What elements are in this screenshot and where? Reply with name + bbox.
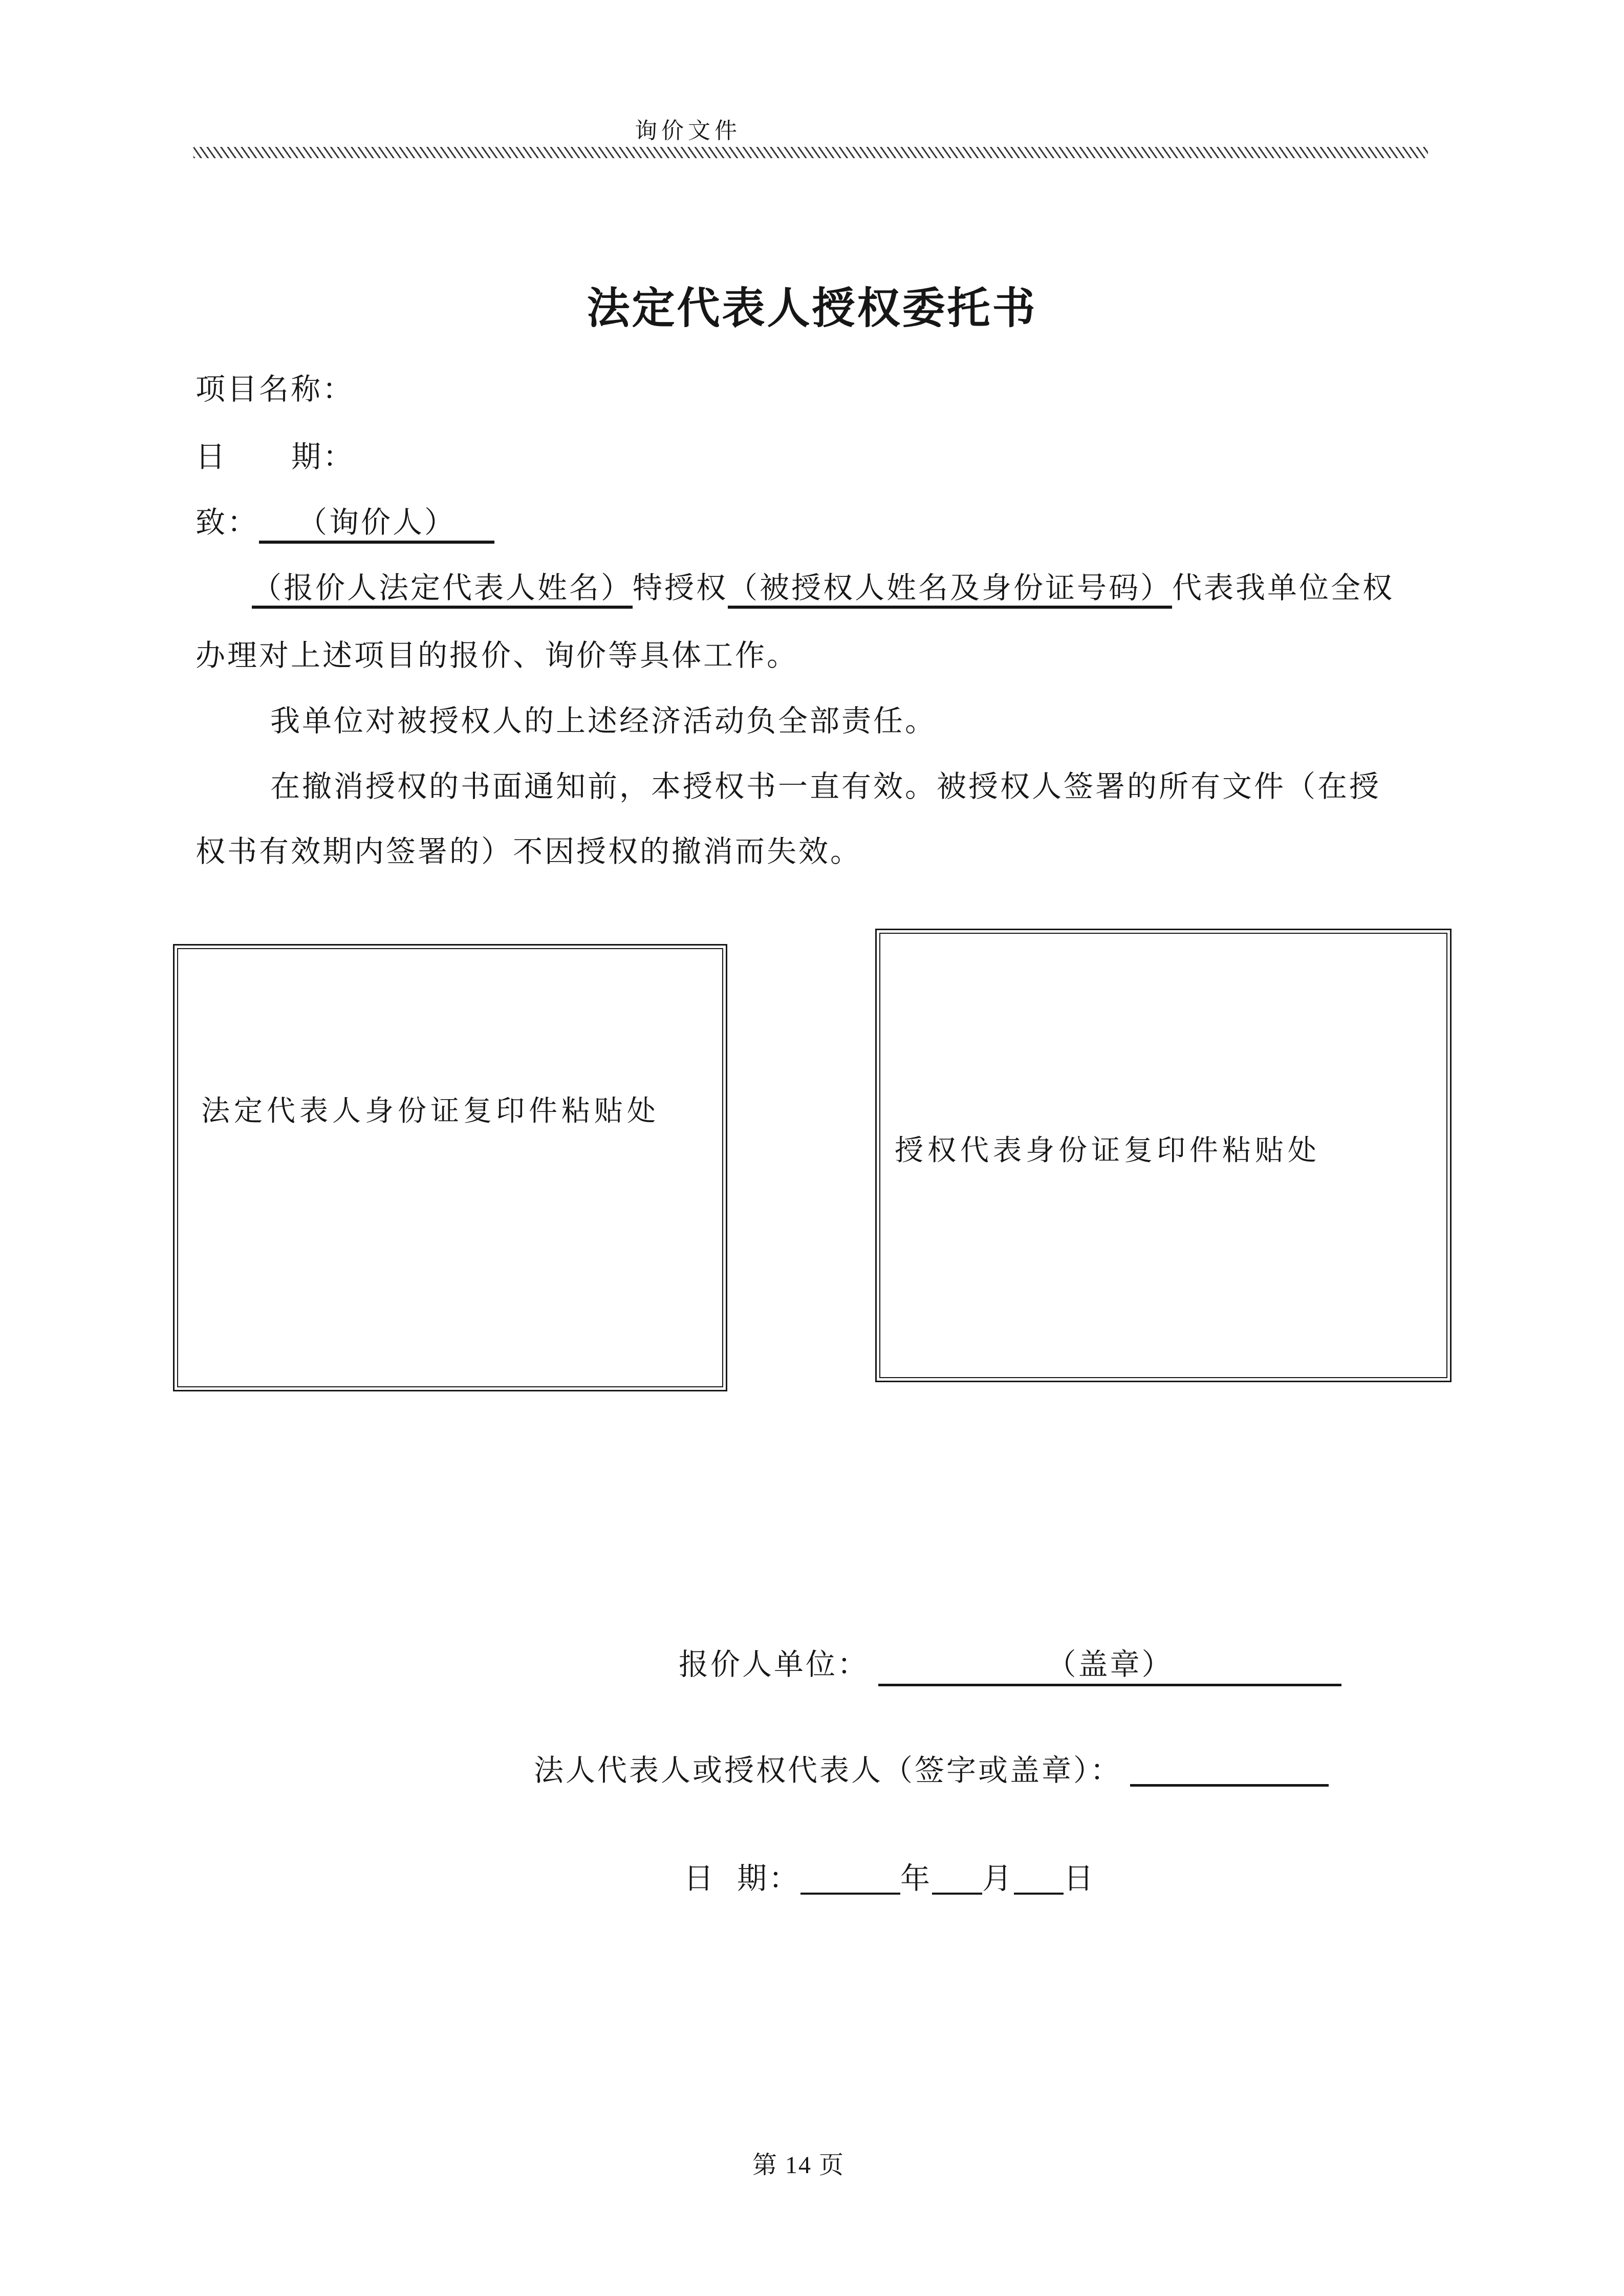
on-behalf-text: 代表我单位全权 — [1172, 571, 1395, 605]
signature-rep-row — [534, 1756, 1329, 1786]
bidder-legal-rep-name-blank: （报价人法定代表人姓名） — [252, 573, 633, 609]
authorization-paragraph-line-1 — [252, 573, 1394, 609]
signature-date-row — [684, 1864, 1095, 1894]
header-divider-hatch — [193, 147, 1428, 158]
responsibility-paragraph: 我单位对被授权人的上述经济活动负全部责任。 — [270, 704, 937, 738]
to-label: 致： — [196, 506, 259, 539]
signature-unit-row — [679, 1650, 1341, 1686]
authorized-rep-id-paste-box — [875, 929, 1452, 1382]
authorize-text: 特授权 — [633, 571, 728, 605]
field-to — [196, 508, 494, 544]
to-blank-field: （询价人） — [259, 508, 494, 544]
page-number: 第 14 页 — [752, 2152, 845, 2179]
date-day-blank — [1014, 1893, 1064, 1895]
header-doc-type-label: 询价文件 — [635, 118, 741, 143]
unit-blank-field: （盖章） — [878, 1650, 1341, 1686]
rep-signature-blank-field — [1130, 1784, 1329, 1787]
legal-rep-id-paste-box-label: 法定代表人身份证复印件粘贴处 — [201, 1096, 660, 1127]
date-year-blank — [800, 1893, 900, 1895]
validity-paragraph-line-2: 权书有效期内签署的）不因授权的撤消而失效。 — [196, 835, 862, 868]
year-char: 年 — [900, 1862, 933, 1895]
legal-rep-id-paste-box — [173, 944, 727, 1391]
day-char: 日 — [1064, 1862, 1096, 1895]
document-title: 法定代表人授权委托书 — [587, 285, 1037, 333]
date-label-part1: 日 — [196, 440, 228, 474]
sig-date-label-part2: 期： — [737, 1862, 801, 1895]
unit-label: 报价人单位： — [679, 1648, 870, 1681]
rep-label: 法人代表人或授权代表人（签字或盖章）： — [534, 1754, 1122, 1787]
month-char: 月 — [982, 1862, 1014, 1895]
authorized-person-name-id-blank: （被授权人姓名及身份证号码） — [728, 573, 1172, 609]
field-date — [196, 442, 355, 472]
field-project-name: 项目名称： — [196, 373, 355, 406]
authorized-rep-id-paste-box-label: 授权代表身份证复印件粘贴处 — [895, 1135, 1320, 1167]
validity-paragraph-line-1: 在撤消授权的书面通知前，本授权书一直有效。被授权人签署的所有文件（在授 — [270, 770, 1381, 803]
authorization-paragraph-line-2: 办理对上述项目的报价、询价等具体工作。 — [196, 639, 799, 672]
date-month-blank — [932, 1893, 982, 1895]
date-label-part2: 期： — [291, 440, 355, 474]
sig-date-label-part1: 日 — [684, 1862, 716, 1895]
